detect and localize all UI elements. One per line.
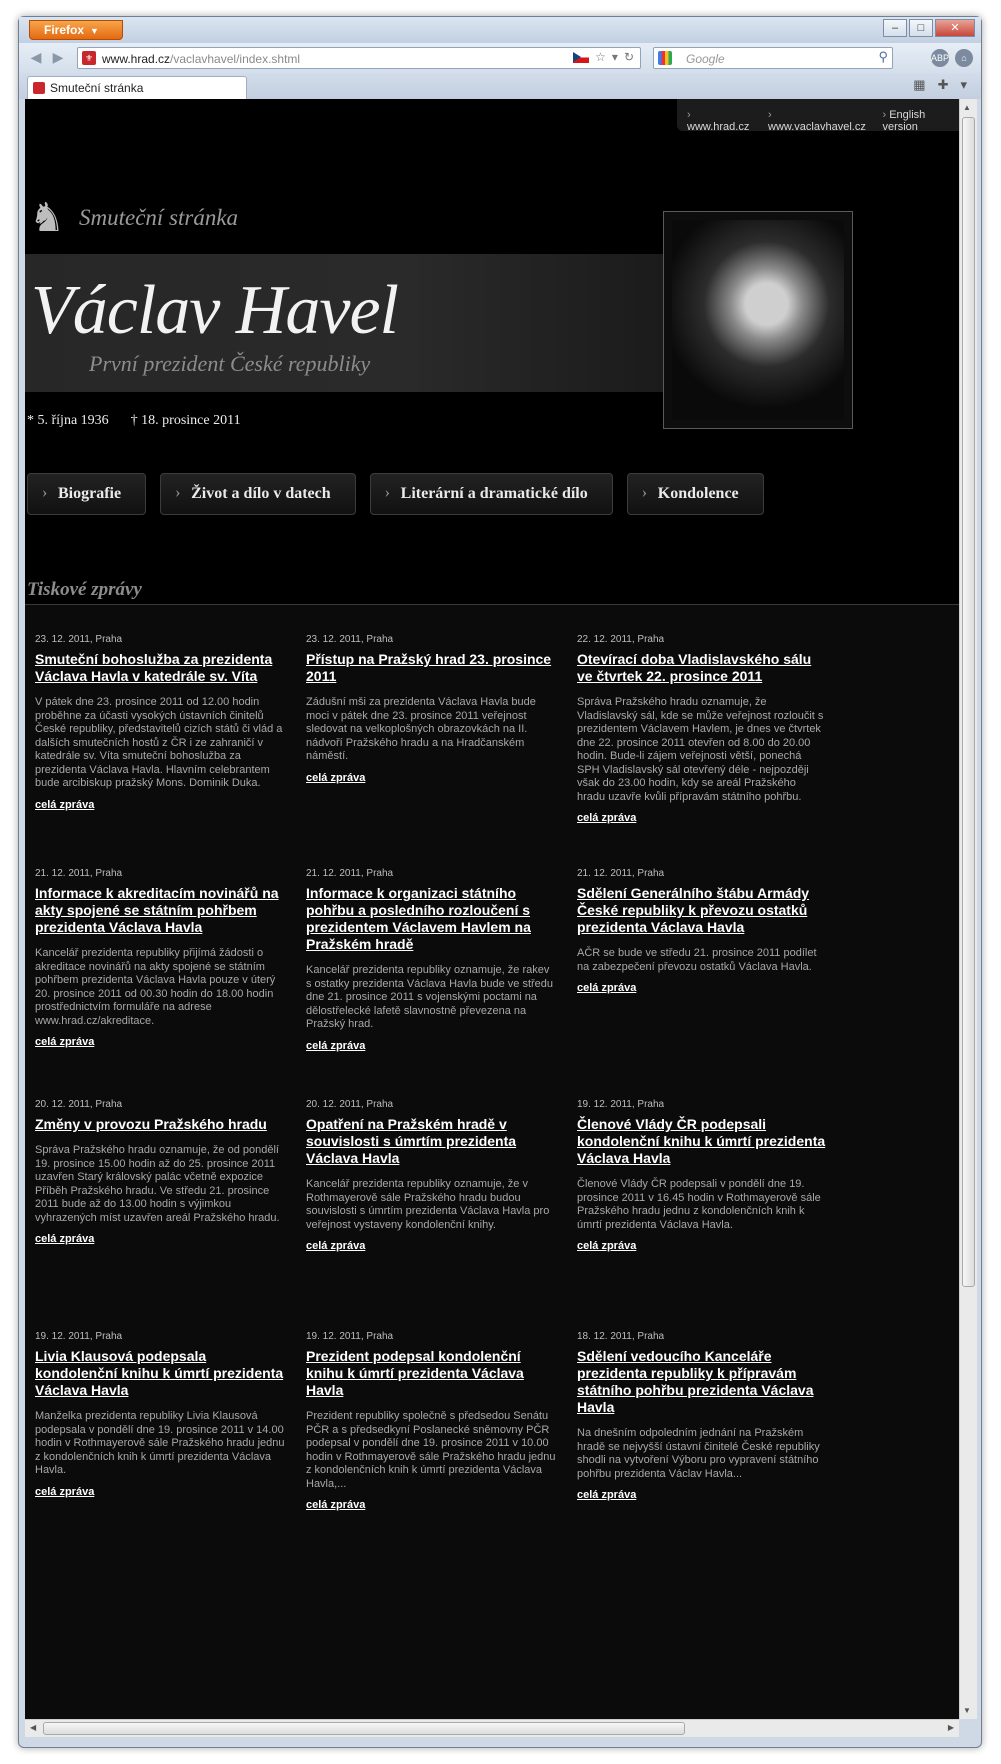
page-subtitle: První prezident České republiky <box>89 351 371 376</box>
news-meta: 21. 12. 2011, Praha <box>35 868 123 879</box>
read-more-link[interactable]: celá zpráva <box>35 798 95 811</box>
vertical-scroll-thumb[interactable] <box>962 117 975 1287</box>
news-item <box>35 1099 285 1245</box>
read-more-link[interactable]: celá zpráva <box>577 1240 637 1252</box>
tab-bar <box>19 73 981 99</box>
news-meta: 22. 12. 2011, Praha <box>577 634 665 645</box>
tab-groups-icon[interactable]: ▦ <box>913 77 926 92</box>
menu-biografie[interactable]: › Biografie <box>27 473 146 515</box>
news-excerpt: Kancelář prezidenta republiky přijímá žádosti o akreditace novinářů na akty spojené se státním pohřbem prezidenta Václava Havla pouze v úterý 20. prosince 2011 od 00.30 hodin do 18.00 hodin prostřednictvím formuláře na adrese www.hrad.cz/akreditace. <box>35 947 276 1027</box>
news-meta: 19. 12. 2011, Praha <box>35 1331 123 1342</box>
news-title[interactable]: Prezident podepsal kondolenční knihu k úmrtí prezidenta Václava Havla <box>306 1348 524 1398</box>
read-more-link[interactable]: celá zpráva <box>35 1036 95 1048</box>
news-meta: 21. 12. 2011, Praha <box>306 868 394 879</box>
site-favicon-icon: ⚜ <box>82 51 96 65</box>
vertical-scrollbar[interactable] <box>959 99 977 1719</box>
portrait-frame <box>663 211 853 429</box>
news-item <box>35 634 285 811</box>
news-title[interactable]: Členové Vlády ČR podepsali kondolenční knihu k úmrtí prezidenta Václava Havla <box>577 1116 826 1166</box>
brand-title: Smuteční stránka <box>79 205 239 230</box>
czech-flag-icon <box>573 52 589 63</box>
read-more-link[interactable]: celá zpráva <box>306 1039 366 1052</box>
read-more-link[interactable]: celá zpráva <box>306 1240 366 1252</box>
scroll-left-icon[interactable]: ◀ <box>30 1723 37 1732</box>
news-meta: 20. 12. 2011, Praha <box>35 1099 123 1110</box>
news-item <box>577 868 827 994</box>
url-path: /vaclavhavel/index.shtml <box>170 52 301 66</box>
news-item <box>577 1099 827 1252</box>
news-title[interactable]: Smuteční bohoslužba za prezidenta Václava Havla v katedrále sv. Víta <box>35 651 273 684</box>
forward-icon[interactable]: ▶ <box>52 49 64 65</box>
search-bar[interactable] <box>653 47 893 69</box>
google-icon <box>658 51 672 65</box>
news-excerpt: Správa Pražského hradu oznamuje, že od pondělí 19. prosince 15.00 hodin až do 25. prosince 2011 uzavřen Starý královský palác včetně expozice Příběh Pražského hradu. Ve středu 21. prosince 2011 bude až do 13.00 hodin s výjimkou vyhrazených míst uzavřen areál Pražského hradu. <box>35 1144 280 1224</box>
tab-title: Smuteční stránka <box>50 81 144 95</box>
navigation-bar <box>19 43 981 73</box>
news-title[interactable]: Změny v provozu Pražského hradu <box>35 1116 267 1132</box>
news-title[interactable]: Opatření na Pražském hradě v souvislosti s úmrtím prezidenta Václava Havla <box>306 1116 517 1166</box>
portrait-photo <box>672 220 844 420</box>
firefox-label: Firefox <box>44 23 85 37</box>
read-more-link[interactable]: celá zpráva <box>306 1499 366 1511</box>
menu-literarni-dilo[interactable]: › Literární a dramatické dílo <box>370 473 613 515</box>
news-item <box>577 1331 827 1501</box>
news-meta: 21. 12. 2011, Praha <box>577 868 665 879</box>
news-excerpt: Zádušní mši za prezidenta Václava Havla bude moci v pátek dne 23. prosince 2011 veřejnost sledovat na velkoplošných obrazovkách na II. nádvoří Pražského hradu a na Hradčanském náměstí. <box>306 696 536 762</box>
news-item <box>306 1331 556 1511</box>
news-title[interactable]: Livia Klausová podepsala kondolenční knihu k úmrtí prezidenta Václava Havla <box>35 1348 284 1398</box>
news-meta: 19. 12. 2011, Praha <box>577 1099 665 1110</box>
news-meta: 23. 12. 2011, Praha <box>306 634 394 645</box>
link-hrad[interactable]: › www.hrad.cz <box>687 109 752 131</box>
news-item <box>35 1331 285 1498</box>
lion-emblem-icon: ♞ <box>29 196 65 240</box>
death-date: † 18. prosince 2011 <box>130 413 241 428</box>
dropdown-arrow-icon: ▼ <box>90 26 99 36</box>
url-host: www.hrad.cz <box>102 52 171 66</box>
news-item <box>306 634 556 784</box>
search-icon[interactable]: ⚲ <box>878 49 888 64</box>
bookmark-star-icon[interactable]: ☆ <box>595 50 606 64</box>
news-excerpt: Kancelář prezidenta republiky oznamuje, že rakev s ostatky prezidenta Václava Havla bude ve středu dne 21. prosince 2011 s vojenskými poctami na dělostřelecké lafetě slavnostně převezena na Pražský hrad. <box>306 964 554 1030</box>
news-title[interactable]: Sdělení Generálního štábu Armády České republiky k převozu ostatků prezidenta Václava Havla <box>577 885 810 935</box>
news-excerpt: Na dnešním odpoledním jednání na Pražském hradě se nejvyšší ústavní činitelé České republiky shodli na vytvoření Výboru pro vypravení státního pohřbu prezidenta Václav Havla... <box>577 1427 820 1480</box>
read-more-link[interactable]: celá zpráva <box>35 1485 95 1498</box>
news-excerpt: Prezident republiky společně s předsedou Senátu PČR a s předsedkyní Poslanecké sněmovny PČR podepsal v pondělí dne 19. prosince 2011 v 10.00 hodin v Rothmayerově sále Pražského hradu jednu z kondolenčních knih k úmrtí prezidenta Václava Havla,... <box>306 1410 556 1490</box>
tab-favicon-icon <box>33 82 45 94</box>
news-excerpt: Správa Pražského hradu oznamuje, že Vladislavský sál, kde se může veřejnost rozloučit s prezidentem Václavem Havlem, je dnes ve čtvrtek dne 22. prosince 2011 otevřen od 8.00 do 20.00 hodin. Bude-li zájem veřejnosti větší, ponechá SPH Vladislavský sál otevřený déle - nejpozději však do 23.00 hodin, kdy se areál Pražského hradu uzavře kvůli přípravám státního pohřbu. <box>577 696 824 803</box>
browser-window <box>18 16 982 1748</box>
news-excerpt: Kancelář prezidenta republiky oznamuje, že v Rothmayerově sále Pražského hradu budou souvislosti s úmrtím prezidenta Václava Havla pro veřejnost vystaveny kondolenční knihy. <box>306 1178 550 1231</box>
home-icon[interactable]: ⌂ <box>955 49 973 67</box>
link-english-version[interactable]: › English version <box>882 109 959 131</box>
news-grid <box>25 605 959 1719</box>
news-meta: 18. 12. 2011, Praha <box>577 1331 665 1342</box>
history-dropdown-icon[interactable]: ▾ <box>611 50 618 64</box>
link-vaclavhavel[interactable]: › www.vaclavhavel.cz <box>768 109 866 131</box>
horizontal-scrollbar[interactable] <box>25 1719 959 1737</box>
close-button[interactable]: ✕ <box>935 19 975 37</box>
news-title[interactable]: Sdělení vedoucího Kanceláře prezidenta republiky k přípravám státního pohřbu prezidenta Václava Havla <box>577 1348 814 1415</box>
news-meta: 20. 12. 2011, Praha <box>306 1099 394 1110</box>
news-meta: 19. 12. 2011, Praha <box>306 1331 394 1342</box>
scroll-up-icon[interactable]: ▲ <box>963 103 971 112</box>
title-bar <box>19 17 981 43</box>
read-more-link[interactable]: celá zpráva <box>577 1489 637 1501</box>
birth-date: * 5. října 1936 <box>27 413 109 428</box>
tab-list-icon[interactable]: ▾ <box>960 77 967 92</box>
news-title[interactable]: Otevírací doba Vladislavského sálu ve čtvrtek 22. prosince 2011 <box>577 651 812 684</box>
minimize-button[interactable]: – <box>883 19 907 37</box>
section-title: Tiskové zprávy <box>27 579 142 600</box>
back-icon[interactable]: ◀ <box>30 49 42 65</box>
menu-zivot-a-dilo[interactable]: › Život a dílo v datech <box>160 473 356 515</box>
news-item <box>35 868 285 1048</box>
adblock-icon[interactable]: ABP <box>931 49 949 67</box>
news-title[interactable]: Přístup na Pražský hrad 23. prosince 2011 <box>306 651 552 684</box>
news-excerpt: Členové Vlády ČR podepsali v pondělí dne 19. prosince 2011 v 16.45 hodin v Rothmayerově sále Pražského hradu jednu z kondolenčních knih k úmrtí prezidenta Václava Havla. <box>577 1178 821 1231</box>
news-excerpt: V pátek dne 23. prosince 2011 od 12.00 hodin proběhne za účasti vysokých ústavních činitelů České republiky, představitelů cizích států či vlád a dalších smutečních hostů z ČR i ze zahraničí v katedrále sv. Víta smuteční bohoslužba za prezidenta Václava Havla. Hlavním celebrantem bude arcibiskup pražský Mons. Dominik Duka. <box>35 696 283 789</box>
reload-icon[interactable]: ↻ <box>623 50 634 64</box>
read-more-link[interactable]: celá zpráva <box>577 812 637 824</box>
url-text <box>102 52 300 66</box>
scroll-down-icon[interactable]: ▼ <box>963 1706 971 1715</box>
news-meta: 23. 12. 2011, Praha <box>35 634 123 645</box>
news-title[interactable]: Informace k akreditacím novinářů na akty spojené se státním pohřbem prezidenta Václava Havla <box>35 885 279 935</box>
news-title[interactable]: Informace k organizaci státního pohřbu a posledního rozloučení s prezidentem Václavem Havlem na Pražském hradě <box>306 885 531 952</box>
site-brand[interactable] <box>27 193 238 243</box>
read-more-link[interactable]: celá zpráva <box>306 771 366 784</box>
menu-kondolence[interactable]: › Kondolence <box>627 473 764 515</box>
maximize-button[interactable]: □ <box>909 19 933 37</box>
page-title: Václav Havel <box>31 272 398 349</box>
read-more-link[interactable]: celá zpráva <box>35 1233 95 1245</box>
news-excerpt: AČR se bude ve středu 21. prosince 2011 podílet na zabezpečení převozu ostatků Václava Havla. <box>577 947 817 973</box>
news-item <box>577 634 827 824</box>
horizontal-scroll-thumb[interactable] <box>43 1722 685 1735</box>
top-links <box>677 99 959 131</box>
url-bar[interactable] <box>77 47 641 69</box>
new-tab-icon[interactable]: ✚ <box>937 77 949 92</box>
read-more-link[interactable]: celá zpráva <box>577 982 637 994</box>
main-menu <box>27 473 764 515</box>
news-excerpt: Manželka prezidenta republiky Livia Klausová podepsala v pondělí dne 19. prosince 2011 v 14.00 hodin v Rothmayerově sále Pražského hradu jednu z kondolenčních knih k úmrtí prezidenta Václava Havla. <box>35 1410 285 1476</box>
news-item <box>306 1099 556 1252</box>
life-dates <box>27 413 241 429</box>
page-viewport <box>25 99 959 1719</box>
news-item <box>306 868 556 1052</box>
scroll-right-icon[interactable]: ▶ <box>947 1723 954 1732</box>
tab-smutecni-stranka[interactable] <box>27 76 247 99</box>
search-placeholder: Google <box>686 52 725 66</box>
firefox-menu-button[interactable] <box>29 20 123 40</box>
